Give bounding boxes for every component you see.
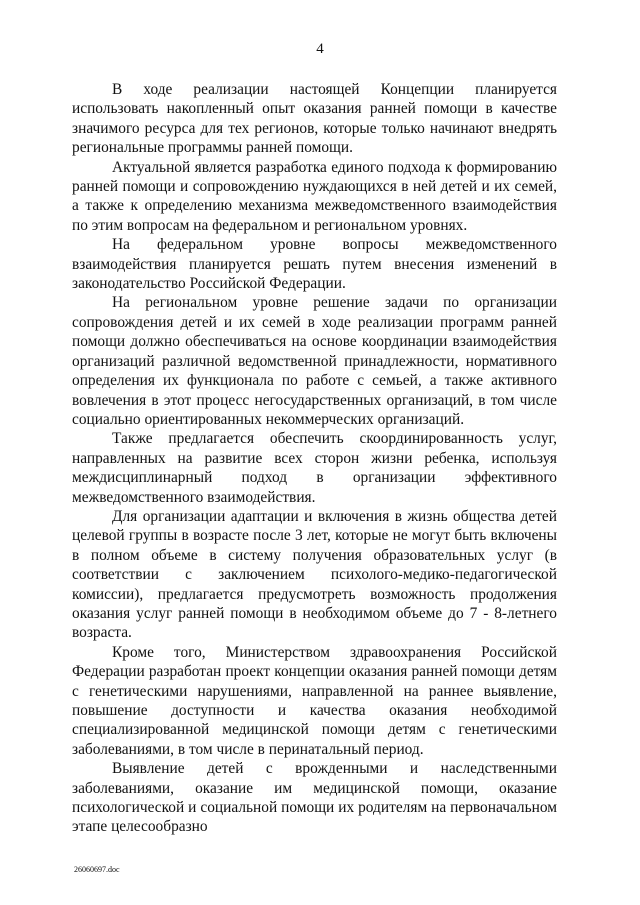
- paragraph-7: Кроме того, Министерством здравоохранения Российской Федерации разработан проект концепции оказания ранней помощи детям с генетическими нарушениями, направленной на раннее выявление, повышение доступности и качества оказания необходимой специализированной медицинской помощи детям с генетическими заболеваниями, в том числе в перинатальный период.: [72, 643, 557, 758]
- paragraph-1: В ходе реализации настоящей Концепции планируется использовать накопленный опыт оказания ранней помощи в качестве значимого ресурса для тех регионов, которые только начинают внедрять региональные программы ранней помощи.: [72, 81, 557, 157]
- paragraph-5: Также предлагается обеспечить скоординированность услуг, направленных на развитие всех сторон жизни ребенка, используя междисциплинарный подход в организации эффективного межведомственного взаимодействия.: [72, 430, 557, 506]
- paragraph-8: Выявление детей с врожденными и наследственными заболеваниями, оказание им медицинской помощи, оказание психологической и социальной помощи их родителям на первоначальном этапе целесообразно: [72, 760, 557, 836]
- paragraph-3: На федеральном уровне вопросы межведомственного взаимодействия планируется решать путем внесения изменений в законодательство Российской Федерации.: [72, 236, 557, 293]
- paragraph-4: На региональном уровне решение задачи по организации сопровождения детей и их семей в ходе реализации программ ранней помощи должно обеспечиваться на основе координации взаимодействия организаций различной ведомственной принадлежности, нормативного определения их функционала по работе с семьей, а также активного вовлечения в этот процесс негосударственных организаций, в том числе социально ориентированных некоммерческих организаций.: [72, 294, 557, 428]
- footer-filename: 26060697.doc: [74, 865, 120, 874]
- paragraph-2: Актуальной является разработка единого подхода к формированию ранней помощи и сопровождению нуждающихся в ней детей и их семей, а также к определению механизма межведомственного взаимодействия по этим вопросам на федеральном и региональном уровнях.: [72, 158, 557, 234]
- page-number: 4: [316, 41, 324, 57]
- document-body: [72, 80, 557, 837]
- paragraph-6: Для организации адаптации и включения в жизнь общества детей целевой группы в возрасте после 3 лет, которые не могут быть включены в полном объеме в систему получения образовательных услуг (в соответствии с заключением психолого-медико-педагогической комиссии), предлагается предусмотреть возможность продолжения оказания услуг ранней помощи в необходимом объеме до 7 - 8-летнего возраста.: [72, 507, 557, 642]
